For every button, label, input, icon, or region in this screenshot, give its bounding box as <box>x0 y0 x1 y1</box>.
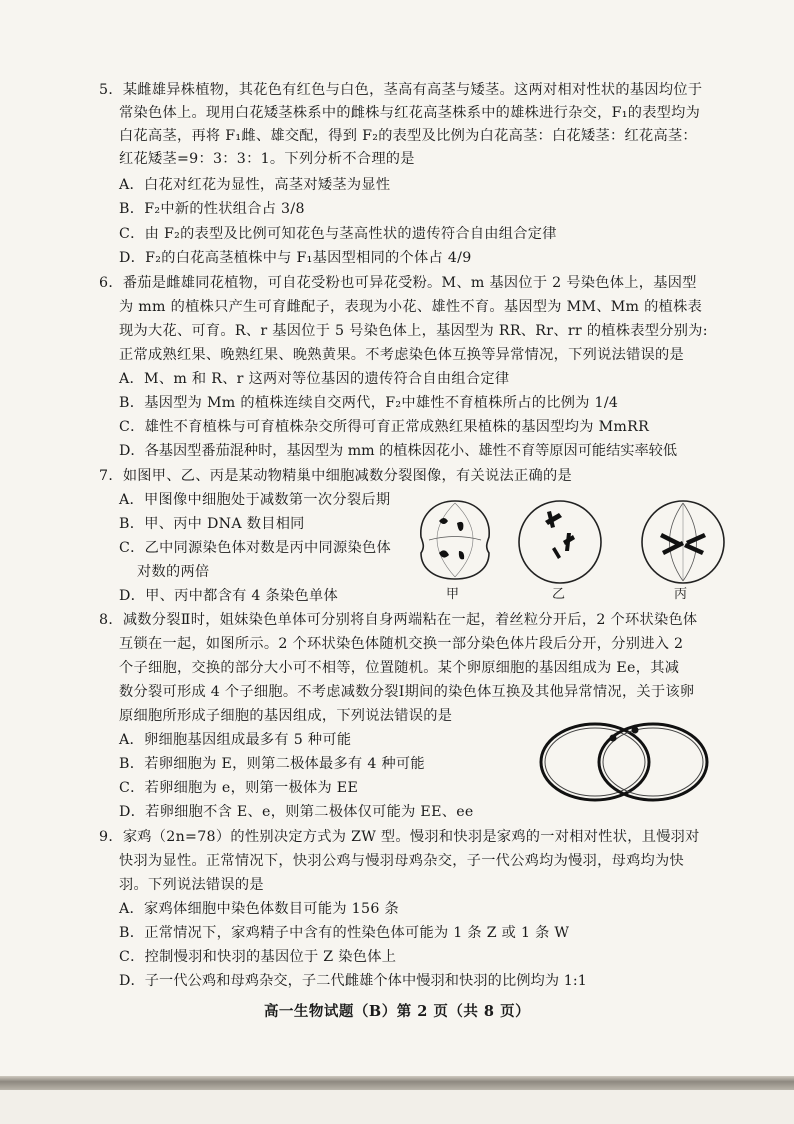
q7-option-b: B．甲、丙中 DNA 数目相同 <box>119 516 305 532</box>
q6-option-a: A．M、m 和 R、r 这两对等位基因的遗传符合自由组合定律 <box>119 371 510 387</box>
q7-option-a: A．甲图像中细胞处于减数第一次分裂后期 <box>119 492 391 508</box>
figure-label-yi: 乙 <box>552 587 566 602</box>
q8-stem-line-5: 原细胞所形成子细胞的基因组成，下列说法错误的是 <box>119 708 453 724</box>
q9-stem-line-1: 9．家鸡（2n=78）的性别决定方式为 ZW 型。慢羽和快羽是家鸡的一对相对性状，且慢羽对 <box>99 829 700 845</box>
q9-option-b: B．正常情况下，家鸡精子中含有的性染色体可能为 1 条 Z 或 1 条 W <box>119 925 570 941</box>
q6-stem-line-2: 为 mm 的植株只产生可育雌配子，表现为小花、雄性不育。基因型为 MM、Mm 的植株表 <box>119 299 703 315</box>
q5-option-d: D．F₂的白花高茎植株中与 F₁基因型相同的个体占 4/9 <box>119 250 472 266</box>
scan-margin <box>0 1090 794 1124</box>
q8-option-c: C．若卵细胞为 e，则第一极体为 EE <box>119 780 359 796</box>
q6-stem-line-4: 正常成熟红果、晚熟红果、晚熟黄果。不考虑染色体互换等异常情况，下列说法错误的是 <box>119 347 685 363</box>
q6-option-c: C．雄性不育植株与可育植株杂交所得可育正常成熟红果植株的基因型均为 MmRR <box>119 419 650 435</box>
q8-option-d: D．若卵细胞不含 E、e，则第二极体仅可能为 EE、ee <box>119 804 474 820</box>
q8-stem-line-4: 数分裂可形成 4 个子细胞。不考虑减数分裂Ⅰ期间的染色体互换及其他异常情况，关于该卵 <box>119 684 695 700</box>
q6-stem-line-1: 6．番茄是雌雄同花植物，可自花受粉也可异花受粉。M、m 基因位于 2 号染色体上，基因型 <box>99 275 697 291</box>
figure-cell-yi <box>515 497 605 587</box>
q8-option-a: A．卵细胞基因组成最多有 5 种可能 <box>119 732 352 748</box>
figure-label-bing: 丙 <box>674 587 688 602</box>
figure-label-jia: 甲 <box>446 587 460 602</box>
q5-stem-line-1: 5．某雌雄异株植物，其花色有红色与白色，茎高有高茎与矮茎。这两对相对性状的基因均位于 <box>99 82 703 98</box>
q9-option-c: C．控制慢羽和快羽的基因位于 Z 染色体上 <box>119 949 397 965</box>
q9-stem-line-3: 羽。下列说法错误的是 <box>119 877 264 893</box>
q9-option-a: A．家鸡体细胞中染色体数目可能为 156 条 <box>119 901 399 917</box>
q6-option-b: B．基因型为 Mm 的植株连续自交两代，F₂中雄性不育植株所占的比例为 1/4 <box>119 395 619 411</box>
q8-stem-line-3: 个子细胞，交换的部分大小可不相等，位置随机。某个卵原细胞的基因组成为 Ee，其减 <box>119 660 680 676</box>
q7-option-c: C．乙中同源染色体对数是丙中同源染色体 <box>119 540 391 556</box>
interlocked-rings-figure <box>535 716 715 806</box>
figure-cell-jia <box>415 497 495 582</box>
q7-option-c-cont: 对数的两倍 <box>137 564 210 580</box>
q5-option-c: C．由 F₂的表型及比例可知花色与茎高性状的遗传符合自由组合定律 <box>119 226 557 242</box>
q7-stem-line-1: 7．如图甲、乙、丙是某动物精巢中细胞减数分裂图像，有关说法正确的是 <box>99 468 572 484</box>
scan-edge <box>0 1076 794 1090</box>
q9-option-d: D．子一代公鸡和母鸡杂交，子二代雌雄个体中慢羽和快羽的比例均为 1:1 <box>119 973 587 989</box>
q5-stem-line-4: 红花矮茎=9：3：3：1。下列分析不合理的是 <box>119 151 415 167</box>
q8-stem-line-2: 互锁在一起，如图所示。2 个环状染色体随机交换一部分染色体片段后分开，分别进入 2 <box>119 636 684 652</box>
figure-cell-bing <box>638 497 728 587</box>
q8-stem-line-1: 8．减数分裂Ⅱ时，姐妹染色单体可分别将自身两端粘在一起，着丝粒分开后，2 个环状染色体 <box>99 612 698 628</box>
q5-option-b: B．F₂中新的性状组合占 3/8 <box>119 201 305 217</box>
q5-stem-line-2: 常染色体上。现用白花矮茎株系中的雌株与红花高茎株系中的雄株进行杂交，F₁的表型均为 <box>119 105 701 121</box>
q5-stem-line-3: 白花高茎，再将 F₁雌、雄交配，得到 F₂的表型及比例为白花高茎：白花矮茎：红花高茎： <box>119 128 697 144</box>
q9-stem-line-2: 快羽为显性。正常情况下，快羽公鸡与慢羽母鸡杂交，子一代公鸡均为慢羽，母鸡均为快 <box>119 853 685 869</box>
q7-option-d: D．甲、丙中都含有 4 条染色单体 <box>119 588 338 604</box>
q6-stem-line-3: 现为大花、可育。R、r 基因位于 5 号染色体上，基因型为 RR、Rr、rr 的植株表型分别为: <box>119 323 708 339</box>
q5-option-a: A．白花对红花为显性，高茎对矮茎为显性 <box>119 177 391 193</box>
q8-option-b: B．若卵细胞为 E，则第二极体最多有 4 种可能 <box>119 756 425 772</box>
q6-option-d: D．各基因型番茄混种时，基因型为 mm 的植株因花小、雄性不育等原因可能结实率较低 <box>119 443 678 459</box>
page-footer: 高一生物试题（B）第 2 页（共 8 页） <box>263 1003 531 1020</box>
